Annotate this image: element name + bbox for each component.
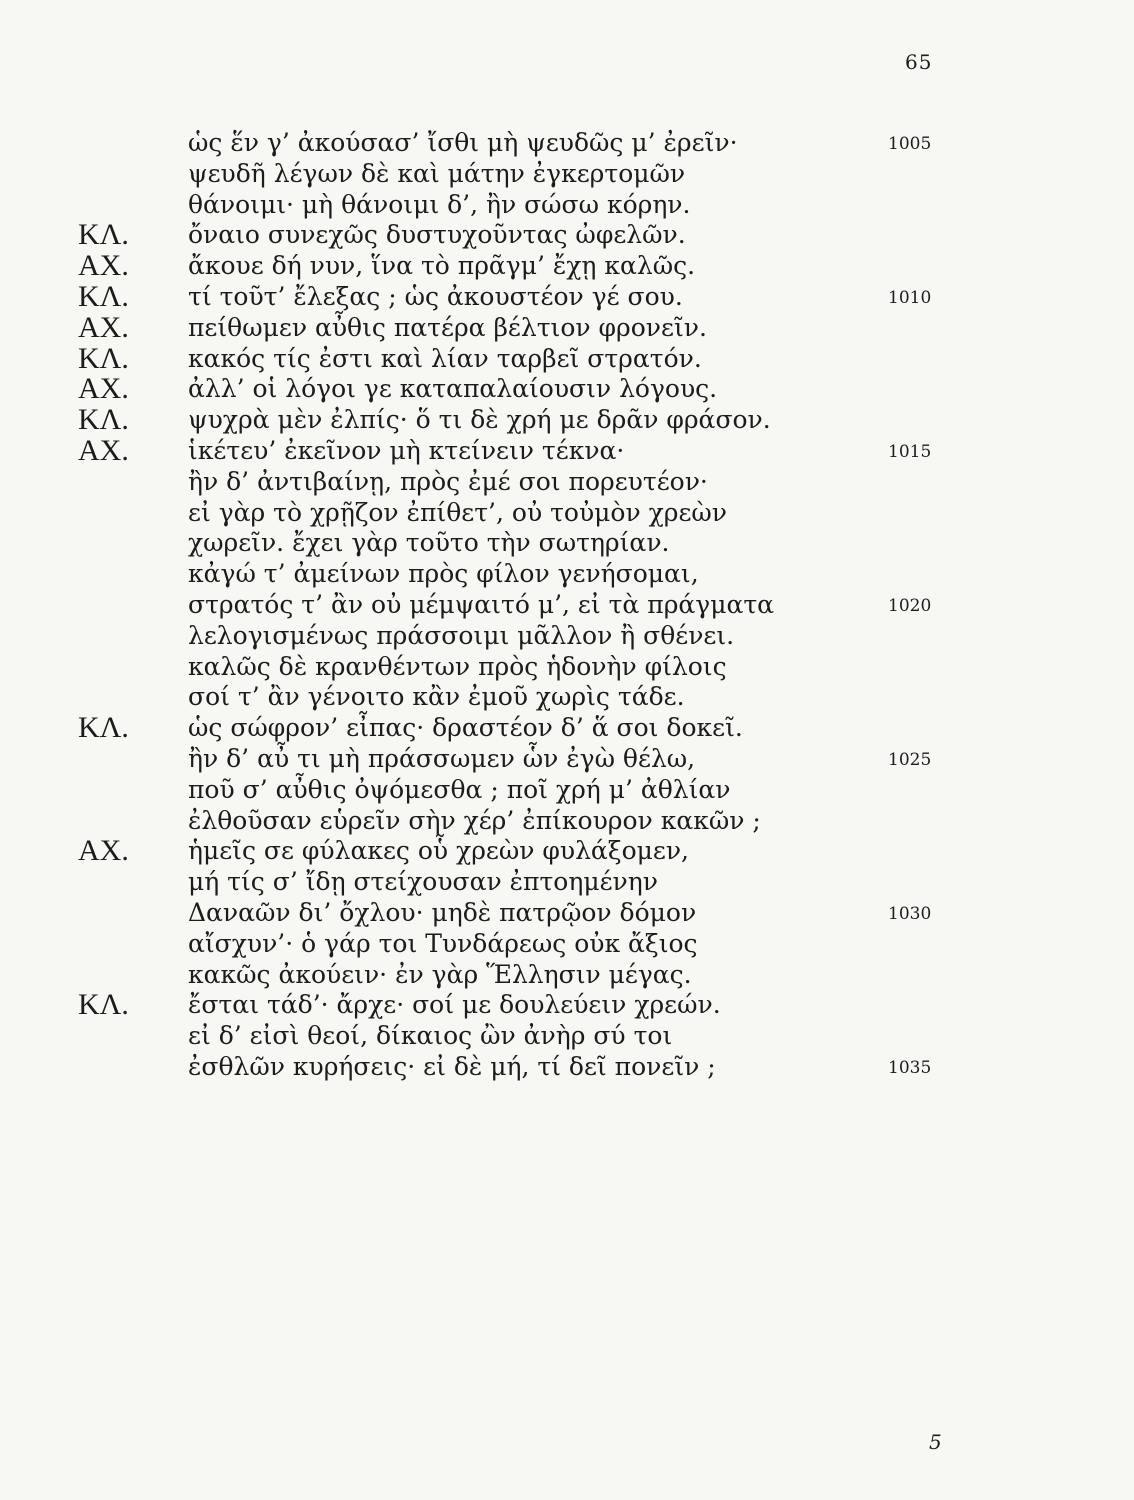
verse-line: [0, 159, 1134, 190]
verse-line: [0, 652, 1134, 683]
verse-line: [0, 467, 1134, 498]
verse-text-line: ἄκουε δή νυν, ἵνα τὸ πρᾶγμ’ ἔχῃ καλῶς.: [188, 251, 696, 281]
verse-line: [0, 682, 1134, 713]
verse-line: [0, 405, 1134, 436]
verse-text-line: εἰ δ’ εἰσὶ θεοί, δίκαιος ὢν ἀνὴρ σύ τοι: [188, 1021, 673, 1051]
verse-text-line: ὡς σώφρον’ εἶπας· δραστέον δ’ ἅ σοι δοκεῖ.: [188, 713, 743, 743]
verse-text-line: ἢν δ’ ἀντιβαίνῃ, πρὸς ἐμέ σοι πορευτέον·: [188, 466, 708, 496]
verse-text-line: ἐλθοῦσαν εὑρεῖν σὴν χέρ’ ἐπίκουρον κακῶν ;: [188, 805, 761, 835]
verse-text-line: ψυχρὰ μὲν ἐλπίς· ὅ τι δὲ χρή με δρᾶν φράσον.: [188, 405, 771, 435]
line-number: 1030: [888, 903, 932, 924]
verse-text-line: ὄναιο συνεχῶς δυστυχοῦντας ὠφελῶν.: [188, 220, 686, 250]
speaker-label: ΑΧ.: [78, 433, 129, 467]
verse-text-line: πείθωμεν αὖθις πατέρα βέλτιον φρονεῖν.: [188, 312, 707, 342]
verse-line: [0, 898, 1134, 929]
verse-line: [0, 220, 1134, 251]
verse-line: [0, 713, 1134, 744]
verse-line: [0, 528, 1134, 559]
verse-line: [0, 374, 1134, 405]
verse-line: [0, 498, 1134, 529]
verse-line: [0, 960, 1134, 991]
page-number: 65: [905, 50, 933, 74]
verse-line: [0, 775, 1134, 806]
verse-line: [0, 1021, 1134, 1052]
verse-text-line: τί τοῦτ’ ἔλεξας ; ὡς ἀκουστέον γέ σου.: [188, 281, 683, 311]
verse-text-line: ἐσθλῶν κυρήσεις· εἰ δὲ μή, τί δεῖ πονεῖν ;: [188, 1051, 716, 1081]
verse-line: [0, 341, 1134, 375]
verse-text-line: κακός τίς ἐστι καὶ λίαν ταρβεῖ στρατόν.: [188, 343, 702, 373]
verse-line: [0, 806, 1134, 837]
line-number: 1010: [888, 287, 932, 308]
verse-text-line: σοί τ’ ἂν γένοιτο κἂν ἐμοῦ χωρὶς τάδε.: [188, 682, 685, 712]
verse-line: [0, 433, 1134, 467]
speaker-label: ΚΛ.: [78, 279, 129, 313]
line-number: 1020: [888, 595, 932, 616]
verse-line: [0, 1052, 1134, 1083]
verse-text-line: κακῶς ἀκούειν· ἐν γὰρ Ἕλλησιν μέγας.: [188, 959, 692, 989]
verse-text-line: εἰ γὰρ τὸ χρῇζον ἐπίθετ’, οὐ τοὐμὸν χρεὼν: [188, 497, 727, 527]
verse-line: [0, 990, 1134, 1021]
verse-text-line: καλῶς δὲ κρανθέντων πρὸς ἡδονὴν φίλοις: [188, 651, 727, 681]
verse-line: [0, 310, 1134, 344]
verse-line: [0, 929, 1134, 960]
line-number: 1005: [888, 134, 932, 154]
verse-text-line: ἀλλ’ οἱ λόγοι γε καταπαλαίουσιν λόγους.: [188, 374, 718, 404]
verse-text-line: ἔσται τάδ’· ἄρχε· σοί με δουλεύειν χρεών.: [188, 990, 721, 1020]
verse-line: [0, 621, 1134, 652]
verse-text-line: κἀγώ τ’ ἀμείνων πρὸς φίλον γενήσομαι,: [188, 559, 699, 589]
verse-text-line: Δαναῶν δι’ ὄχλου· μηδὲ πατρῷον δόμον: [188, 897, 697, 927]
verse-text-line: λελογισμένως πράσσοιμι μᾶλλον ἢ σθένει.: [188, 620, 735, 650]
verse-text-line: ὡς ἕν γ’ ἀκούσασ’ ἴσθι μὴ ψευδῶς μ’ ἐρεῖν·: [188, 128, 738, 157]
line-number: 1015: [888, 441, 932, 462]
verse-text-line: χωρεῖν. ἔχει γὰρ τοῦτο τὴν σωτηρίαν.: [188, 528, 670, 558]
speaker-label: ΑΧ.: [78, 834, 129, 868]
speaker-label: ΑΧ.: [78, 310, 129, 344]
verse-text-line: μή τίς σ’ ἴδῃ στείχουσαν ἐπτοημένην: [188, 867, 658, 897]
verse-line: [0, 867, 1134, 898]
verse-line: [0, 590, 1134, 621]
speaker-label: ΚΛ.: [78, 988, 129, 1022]
verse-line: [0, 190, 1134, 221]
verse-text-line: ἡμεῖς σε φύλακες οὗ χρεὼν φυλάξομεν,: [188, 836, 689, 866]
signature-mark: 5: [929, 1430, 942, 1454]
speaker-label: ΑΧ.: [78, 249, 129, 283]
verse-line: [0, 836, 1134, 867]
verse-line: [0, 279, 1134, 313]
verse-line: [0, 251, 1134, 282]
line-number: 1035: [888, 1057, 932, 1078]
verse-text-line: θάνοιμι· μὴ θάνοιμι δ’, ἢν σώσω κόρην.: [188, 189, 691, 219]
verse-text-line: ψευδῆ λέγων δὲ καὶ μάτην ἐγκερτομῶν: [188, 158, 686, 188]
speaker-label: ΚΛ.: [78, 403, 129, 437]
speaker-label: ΚΛ.: [78, 341, 129, 375]
verse-text: [0, 128, 1134, 1083]
verse-line: [0, 559, 1134, 590]
verse-text-line: στρατός τ’ ἂν οὐ μέμψαιτό μ’, εἰ τὰ πράγματα: [188, 589, 775, 619]
verse-text-line: ἢν δ’ αὖ τι μὴ πράσσωμεν ὧν ἐγὼ θέλω,: [188, 743, 696, 773]
speaker-label: ΑΧ.: [78, 372, 129, 406]
verse-text-line: ποῦ σ’ αὖθις ὀψόμεσθα ; ποῖ χρή μ’ ἀθλίαν: [188, 774, 731, 804]
line-number: 1025: [888, 749, 932, 770]
verse-line: [0, 128, 1134, 159]
verse-line: [0, 744, 1134, 775]
verse-text-line: ἱκέτευ’ ἐκεῖνον μὴ κτείνειν τέκνα·: [188, 435, 625, 465]
speaker-label: ΚΛ.: [78, 711, 129, 745]
speaker-label: ΚΛ.: [78, 218, 129, 252]
verse-text-line: αἴσχυν’· ὁ γάρ τοι Τυνδάρεως οὐκ ἄξιος: [188, 928, 698, 958]
